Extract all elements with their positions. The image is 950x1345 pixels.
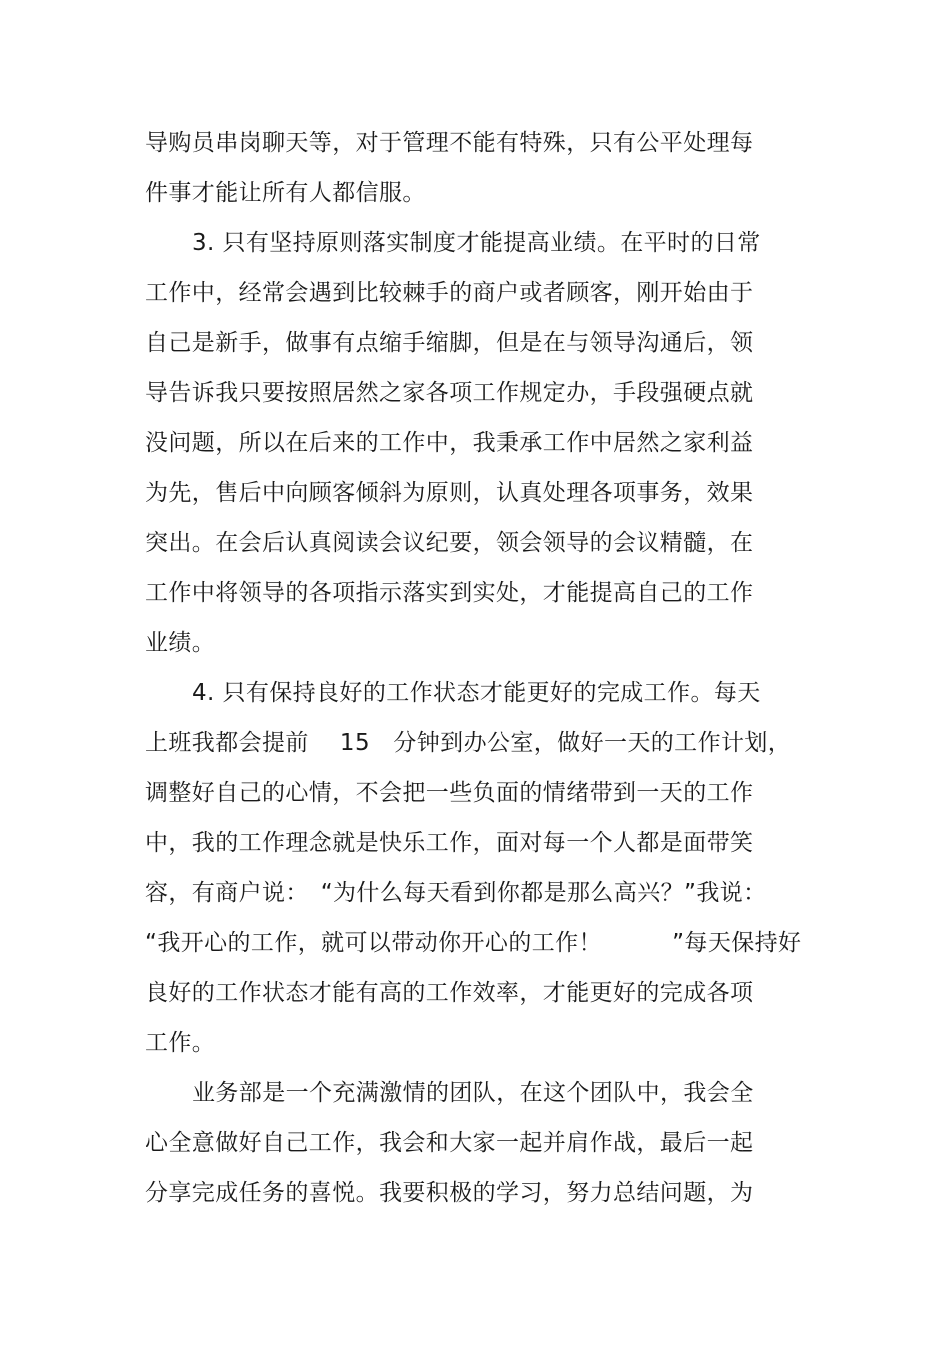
text-line: 没问题，所以在后来的工作中，我秉承工作中居然之家利益 [145, 430, 754, 456]
text-line: 导告诉我只要按照居然之家各项工作规定办，手段强硬点就 [145, 380, 754, 406]
text-line: 容，有商户说： “为什么每天看到你都是那么高兴？”我说： [145, 880, 767, 906]
text-line: 调整好自己的心情，不会把一些负面的情绪带到一天的工作 [145, 780, 754, 806]
text-line: 业务部是一个充满激情的团队，在这个团队中，我会全 [192, 1080, 754, 1106]
text-line: 导购员串岗聊天等，对于管理不能有特殊，只有公平处理每 [145, 130, 754, 156]
text-line: 突出。在会后认真阅读会议纪要，领会领导的会议精髓，在 [145, 530, 754, 556]
text-line: 工作中将领导的各项指示落实到实处，才能提高自己的工作 [145, 580, 754, 606]
text-line: 心全意做好自己工作，我会和大家一起并肩作战，最后一起 [145, 1130, 754, 1156]
text-line: 中，我的工作理念就是快乐工作，面对每一个人都是面带笑 [145, 830, 754, 856]
text-line: 为先，售后中向顾客倾斜为原则，认真处理各项事务，效果 [145, 480, 754, 506]
text-line: “我开心的工作，就可以带动你开心的工作！ ”每天保持好 [145, 930, 802, 956]
text-line: 分享完成任务的喜悦。我要积极的学习，努力总结问题，为 [145, 1180, 754, 1206]
text-line: 工作。 [145, 1030, 216, 1056]
text-line: 良好的工作状态才能有高的工作效率，才能更好的完成各项 [145, 980, 754, 1006]
text-line: 工作中，经常会遇到比较棘手的商户或者顾客，刚开始由于 [145, 280, 754, 306]
text-line: 3. 只有坚持原则落实制度才能提高业绩。在平时的日常 [192, 230, 761, 256]
text-line: 件事才能让所有人都信服。 [145, 180, 426, 206]
text-line: 上班我都会提前 15 分钟到办公室，做好一天的工作计划， [145, 730, 792, 756]
text-line: 4. 只有保持良好的工作状态才能更好的完成工作。每天 [192, 680, 761, 706]
text-line: 业绩。 [145, 630, 216, 656]
text-line: 自己是新手，做事有点缩手缩脚，但是在与领导沟通后，领 [145, 330, 754, 356]
